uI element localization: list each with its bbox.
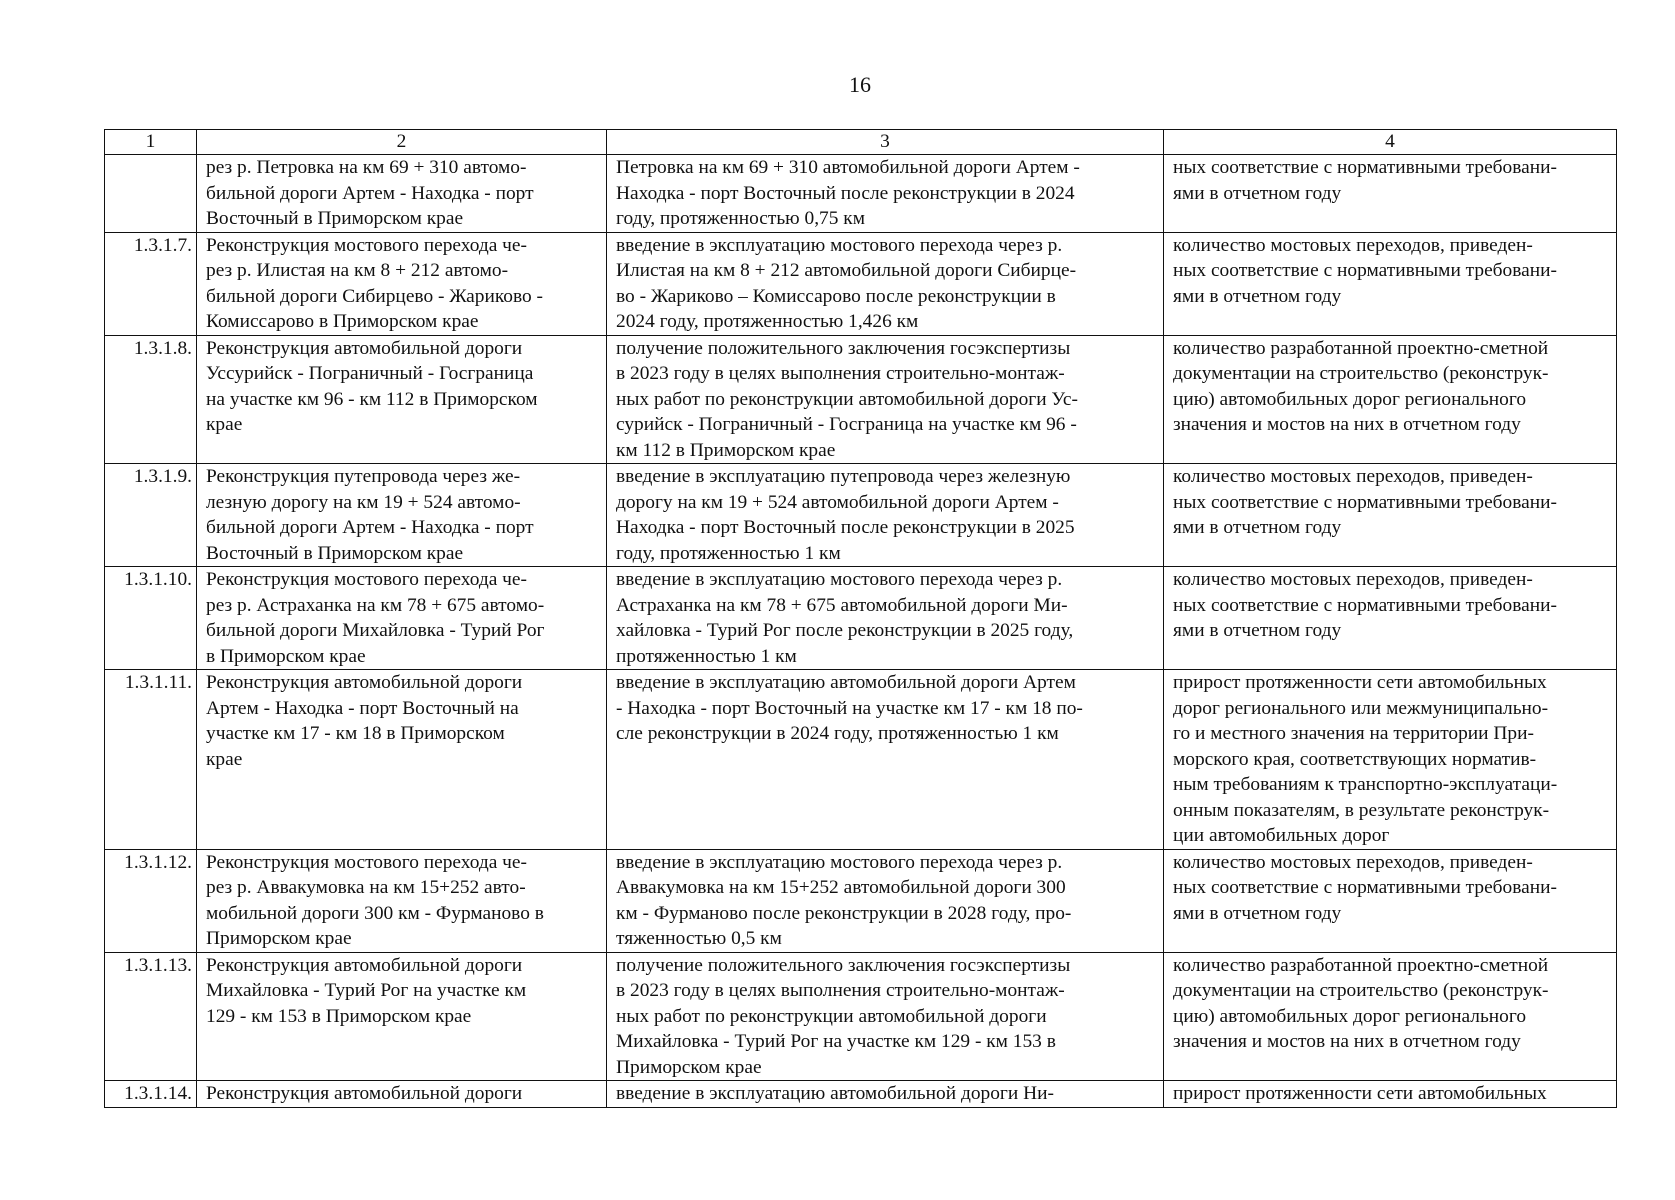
text-line: Реконструкция автомобильной дороги bbox=[206, 954, 523, 976]
text-line: дорог регионального или межмуниципально- bbox=[1173, 697, 1549, 719]
table-row bbox=[105, 952, 1617, 1081]
page-number: 16 bbox=[849, 72, 871, 97]
text-line: протяженностью 1 км bbox=[616, 645, 797, 667]
text-line: ции автомобильных дорог bbox=[1173, 825, 1390, 846]
text-line: ных работ по реконструкции автомобильной дороги Ус- bbox=[616, 388, 1078, 410]
measure-name-cell bbox=[197, 155, 607, 233]
text-line: Реконструкция автомобильной дороги bbox=[206, 337, 523, 359]
table-row bbox=[105, 1081, 1617, 1108]
text-line: получение положительного заключения госэкспертизы bbox=[616, 337, 1071, 359]
text-line: цию) автомобильных дорог регионального bbox=[1173, 388, 1527, 410]
header-col-2: 2 bbox=[197, 130, 607, 155]
measure-name-cell bbox=[197, 952, 607, 1081]
table-row bbox=[105, 849, 1617, 952]
indicator-cell bbox=[1164, 1081, 1617, 1108]
expected-result-cell bbox=[607, 335, 1164, 464]
expected-result-cell bbox=[607, 1081, 1164, 1108]
table-row bbox=[105, 232, 1617, 335]
text-line: рез р. Илистая на км 8 + 212 автомо- bbox=[206, 260, 509, 281]
text-line: лезную дорогу на км 19 + 524 автомо- bbox=[206, 491, 521, 513]
text-line: в Приморском крае bbox=[206, 645, 366, 667]
text-line: введение в эксплуатацию путепровода через железную bbox=[616, 466, 1071, 487]
indicator-cell bbox=[1164, 670, 1617, 850]
text-line: введение в эксплуатацию автомобильной дороги Ни- bbox=[616, 1083, 1054, 1104]
text-line: количество разработанной проектно-сметной bbox=[1173, 337, 1549, 359]
text-line: получение положительного заключения госэкспертизы bbox=[616, 954, 1071, 976]
text-line: крае bbox=[206, 414, 243, 435]
text-line: ями в отчетном году bbox=[1173, 182, 1342, 204]
text-line: Михайловка - Турий Рог на участке км bbox=[206, 980, 527, 1001]
header-col-3: 3 bbox=[607, 130, 1164, 155]
text-line: введение в эксплуатацию мостового перехода через р. bbox=[616, 569, 1063, 590]
text-line: - Находка - порт Восточный на участке км 17 - км 18 по- bbox=[616, 697, 1083, 719]
expected-result-cell bbox=[607, 567, 1164, 670]
text-line: ных работ по реконструкции автомобильной дороги bbox=[616, 1005, 1047, 1027]
text-line: Приморском крае bbox=[616, 1056, 762, 1078]
text-line: участке км 17 - км 18 в Приморском bbox=[206, 723, 505, 744]
text-line: году, протяженностью 1 км bbox=[616, 542, 841, 564]
text-line: ями в отчетном году bbox=[1173, 285, 1342, 307]
text-line: количество мостовых переходов, приведен- bbox=[1173, 466, 1533, 487]
text-line: рез р. Астраханка на км 78 + 675 автомо- bbox=[206, 594, 545, 616]
text-line: сурийск - Пограничный - Госграница на участке км 96 - bbox=[616, 414, 1077, 435]
text-line: количество мостовых переходов, приведен- bbox=[1173, 851, 1533, 873]
header-row bbox=[105, 130, 1617, 155]
expected-result-cell bbox=[607, 849, 1164, 952]
text-line: онным показателям, в результате реконструк- bbox=[1173, 799, 1550, 821]
text-line: Восточный в Приморском крае bbox=[206, 542, 464, 564]
text-line: ных соответствие с нормативными требовани- bbox=[1173, 594, 1557, 616]
row-number: 1.3.1.13. bbox=[105, 952, 197, 1081]
text-line: в 2023 году в целях выполнения строительно-монтаж- bbox=[616, 363, 1065, 384]
text-line: морского края, соответствующих норматив- bbox=[1173, 748, 1537, 770]
table-row bbox=[105, 567, 1617, 670]
table-row bbox=[105, 155, 1617, 233]
text-line: бильной дороги Михайловка - Турий Рог bbox=[206, 620, 545, 641]
text-line: 2024 году, протяженностью 1,426 км bbox=[616, 311, 919, 332]
text-line: Аввакумовка на км 15+252 автомобильной дороги 300 bbox=[616, 877, 1066, 898]
expected-result-cell bbox=[607, 155, 1164, 233]
text-line: количество мостовых переходов, приведен- bbox=[1173, 234, 1533, 256]
text-line: 129 - км 153 в Приморском крае bbox=[206, 1005, 472, 1027]
text-line: Реконструкция автомобильной дороги bbox=[206, 672, 523, 693]
text-line: введение в эксплуатацию автомобильной дороги Артем bbox=[616, 672, 1076, 693]
text-line: в 2023 году в целях выполнения строительно-монтаж- bbox=[616, 980, 1065, 1001]
measure-name-cell bbox=[197, 567, 607, 670]
measures-table bbox=[104, 129, 1617, 1108]
text-line: сле реконструкции в 2024 году, протяженностью 1 км bbox=[616, 723, 1059, 744]
text-line: Находка - порт Восточный после реконструкции в 2025 bbox=[616, 517, 1075, 538]
text-line: Петровка на км 69 + 310 автомобильной дороги Артем - bbox=[616, 157, 1080, 178]
text-line: Реконструкция автомобильной дороги bbox=[206, 1083, 523, 1104]
text-line: тяженностью 0,5 км bbox=[616, 928, 782, 949]
text-line: Находка - порт Восточный после реконструкции в 2024 bbox=[616, 182, 1075, 204]
indicator-cell bbox=[1164, 464, 1617, 567]
text-line: бильной дороги Артем - Находка - порт bbox=[206, 517, 534, 538]
text-line: Илистая на км 8 + 212 автомобильной дороги Сибирце- bbox=[616, 260, 1077, 281]
text-line: значения и мостов на них в отчетном году bbox=[1173, 414, 1521, 435]
text-line: Реконструкция мостового перехода че- bbox=[206, 569, 527, 590]
text-line: количество мостовых переходов, приведен- bbox=[1173, 569, 1533, 590]
text-line: во - Жариково – Комиссарово после реконструкции в bbox=[616, 285, 1056, 307]
row-number: 1.3.1.9. bbox=[105, 464, 197, 567]
text-line: Комиссарово в Приморском крае bbox=[206, 311, 479, 332]
measure-name-cell bbox=[197, 849, 607, 952]
expected-result-cell bbox=[607, 952, 1164, 1081]
header-col-1: 1 bbox=[105, 130, 197, 155]
text-line: ями в отчетном году bbox=[1173, 517, 1342, 538]
measure-name-cell bbox=[197, 1081, 607, 1108]
expected-result-cell bbox=[607, 232, 1164, 335]
text-line: ных соответствие с нормативными требовани- bbox=[1173, 491, 1557, 513]
text-line: документации на строительство (реконструк- bbox=[1173, 980, 1549, 1001]
expected-result-cell bbox=[607, 670, 1164, 850]
header-col-4: 4 bbox=[1164, 130, 1617, 155]
indicator-cell bbox=[1164, 232, 1617, 335]
text-line: документации на строительство (реконструк- bbox=[1173, 363, 1549, 384]
text-line: на участке км 96 - км 112 в Приморском bbox=[206, 388, 538, 410]
indicator-cell bbox=[1164, 155, 1617, 233]
text-line: ных соответствие с нормативными требовани- bbox=[1173, 877, 1557, 898]
text-line: ями в отчетном году bbox=[1173, 620, 1342, 641]
table-row bbox=[105, 464, 1617, 567]
text-line: Артем - Находка - порт Восточный на bbox=[206, 697, 519, 719]
text-line: рез р. Петровка на км 69 + 310 автомо- bbox=[206, 157, 527, 178]
text-line: прирост протяженности сети автомобильных bbox=[1173, 1083, 1547, 1104]
text-line: ным требованиям к транспортно-эксплуатаци- bbox=[1173, 774, 1558, 795]
row-number bbox=[105, 155, 197, 233]
text-line: Уссурийск - Пограничный - Госграница bbox=[206, 363, 534, 384]
text-line: Приморском крае bbox=[206, 928, 352, 949]
indicator-cell bbox=[1164, 335, 1617, 464]
text-line: бильной дороги Артем - Находка - порт bbox=[206, 182, 534, 204]
text-line: введение в эксплуатацию мостового перехода через р. bbox=[616, 851, 1063, 873]
row-number: 1.3.1.11. bbox=[105, 670, 197, 850]
text-line: ных соответствие с нормативными требовани- bbox=[1173, 157, 1557, 178]
text-line: бильной дороги Сибирцево - Жариково - bbox=[206, 285, 544, 307]
table-body bbox=[105, 155, 1617, 1108]
row-number: 1.3.1.8. bbox=[105, 335, 197, 464]
text-line: ями в отчетном году bbox=[1173, 902, 1342, 924]
row-number: 1.3.1.7. bbox=[105, 232, 197, 335]
indicator-cell bbox=[1164, 849, 1617, 952]
text-line: ных соответствие с нормативными требовани- bbox=[1173, 260, 1557, 281]
table-row bbox=[105, 335, 1617, 464]
text-line: мобильной дороги 300 км - Фурманово в bbox=[206, 902, 544, 924]
text-line: дорогу на км 19 + 524 автомобильной дороги Артем - bbox=[616, 491, 1059, 513]
measure-name-cell bbox=[197, 335, 607, 464]
text-line: крае bbox=[206, 748, 243, 770]
text-line: рез р. Аввакумовка на км 15+252 авто- bbox=[206, 877, 526, 898]
expected-result-cell bbox=[607, 464, 1164, 567]
text-line: цию) автомобильных дорог регионального bbox=[1173, 1005, 1527, 1027]
measure-name-cell bbox=[197, 464, 607, 567]
text-line: значения и мостов на них в отчетном году bbox=[1173, 1031, 1521, 1052]
text-line: Михайловка - Турий Рог на участке км 129 - км 153 в bbox=[616, 1031, 1056, 1052]
table-row bbox=[105, 670, 1617, 850]
text-line: Астраханка на км 78 + 675 автомобильной дороги Ми- bbox=[616, 594, 1068, 616]
text-line: Восточный в Приморском крае bbox=[206, 208, 464, 229]
text-line: го и местного значения на территории При- bbox=[1173, 723, 1534, 744]
indicator-cell bbox=[1164, 952, 1617, 1081]
text-line: хайловка - Турий Рог после реконструкции в 2025 году, bbox=[616, 620, 1074, 641]
indicator-cell bbox=[1164, 567, 1617, 670]
text-line: количество разработанной проектно-сметной bbox=[1173, 954, 1549, 976]
text-line: км - Фурманово после реконструкции в 2028 году, про- bbox=[616, 902, 1072, 924]
text-line: Реконструкция мостового перехода че- bbox=[206, 851, 527, 873]
text-line: введение в эксплуатацию мостового перехода через р. bbox=[616, 234, 1063, 256]
text-line: Реконструкция мостового перехода че- bbox=[206, 234, 527, 256]
text-line: прирост протяженности сети автомобильных bbox=[1173, 672, 1547, 693]
text-line: Реконструкция путепровода через же- bbox=[206, 466, 521, 487]
row-number: 1.3.1.10. bbox=[105, 567, 197, 670]
measure-name-cell bbox=[197, 232, 607, 335]
text-line: км 112 в Приморском крае bbox=[616, 439, 836, 461]
text-line: году, протяженностью 0,75 км bbox=[616, 208, 865, 229]
row-number: 1.3.1.14. bbox=[105, 1081, 197, 1108]
row-number: 1.3.1.12. bbox=[105, 849, 197, 952]
measure-name-cell bbox=[197, 670, 607, 850]
